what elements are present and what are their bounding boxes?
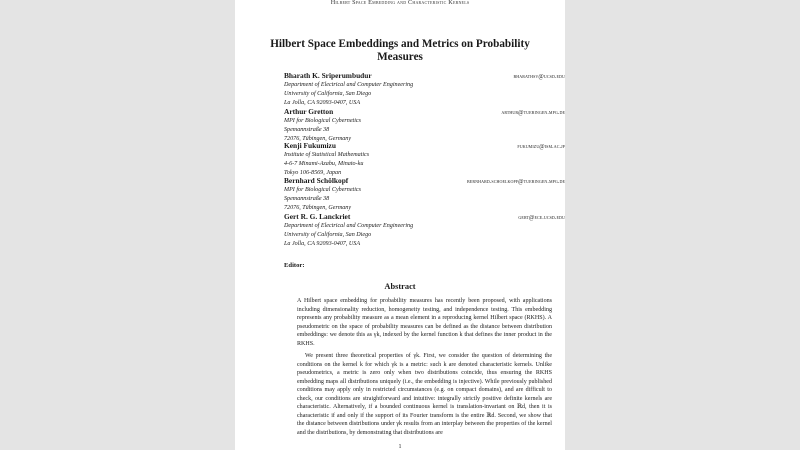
abstract-paragraph: A Hilbert space embedding for probability measures has recently been proposed, with applications including dimensionality reduction, homogeneity testing, and independence testing. This embedding represents any probability measure as a mean element in a reproducing kernel Hilbert space (RKHS). A pseudometric on the space of probability measures can be defined as the distance between distribution embeddings: we denote this as γk, indexed by the kernel function k that defines the inner product in the RKHS.: [297, 298, 552, 347]
author-block: [284, 177, 565, 212]
abstract-body: [297, 297, 552, 438]
author-name: Gert R. G. Lanckriet: [284, 212, 351, 221]
affiliation-line: 4-6-7 Minami-Azabu, Minato-ku: [284, 160, 364, 167]
author-email[interactable]: fukumizu@ism.ac.jp: [517, 144, 565, 150]
author-email[interactable]: bernhard.schoelkopf@tuebingen.mpg.de: [467, 179, 565, 185]
running-head: Hilbert Space Embedding and Characteristic Kernels: [330, 0, 470, 6]
author-block: [284, 142, 565, 177]
affiliation-line: Department of Electrical and Computer Engineering: [284, 82, 414, 88]
affiliation-line: Spemannstraße 38: [284, 195, 330, 202]
paper-page: [235, 0, 565, 450]
author-email[interactable]: arthur@tuebingen.mpg.de: [501, 110, 565, 116]
affiliation-line: 72076, Tübingen, Germany: [284, 135, 352, 142]
affiliation-line: 72076, Tübingen, Germany: [284, 204, 352, 211]
affiliation-line: La Jolla, CA 92093-0407, USA: [284, 99, 361, 106]
author-name: Bharath K. Sriperumbudur: [284, 71, 372, 80]
author-name: Arthur Gretton: [284, 107, 334, 116]
editor-label: Editor:: [284, 262, 305, 269]
affiliation-line: University of California, San Diego: [284, 231, 372, 238]
author-email[interactable]: gert@ece.ucsd.edu: [518, 215, 565, 221]
author-name: Kenji Fukumizu: [284, 141, 336, 150]
author-email[interactable]: bharathsv@ucsd.edu: [513, 74, 565, 80]
paper-title: Hilbert Space Embeddings and Metrics on Probability Measures: [270, 38, 530, 63]
affiliation-line: Department of Electrical and Computer Engineering: [284, 223, 414, 229]
author-block: [284, 108, 565, 143]
author-block: [284, 213, 565, 248]
affiliation-line: Spemannstraße 38: [284, 126, 330, 133]
abstract-paragraph: We present three theoretical properties of γk. First, we consider the question of determining the conditions on the kernel k for which γk is a metric: such k are denoted characteristic kernels. Unlike pseudometrics, a metric is zero only when two distributions coincide, thus ensuring the RKHS embedding maps all distributions uniquely (i.e., the embedding is injective). While previously published conditions may apply only in restricted circumstances (e.g. on compact domains), and are difficult to check, our conditions are straightforward and intuitive: integrally strictly positive definite kernels are characteristic. Alternatively, if a bounded continuous kernel is translation-invariant on ℝd, then it is characteristic if and only if the support of its Fourier transform is the entire ℝd. Second, we show that the distance between distributions under γk results from an interplay between the properties of the kernel and the distributions, by demonstrating that distributions are: [297, 353, 552, 436]
affiliation-line: MPI for Biological Cybernetics: [284, 118, 362, 124]
affiliation-line: MPI for Biological Cybernetics: [284, 187, 362, 193]
affiliation-line: Institute of Statistical Mathematics: [284, 152, 370, 158]
page-number: 1: [398, 444, 402, 450]
affiliation-line: University of California, San Diego: [284, 90, 372, 97]
author-block: [284, 72, 565, 107]
author-name: Bernhard Schölkopf: [284, 176, 349, 185]
abstract-heading: Abstract: [384, 282, 416, 291]
affiliation-line: La Jolla, CA 92093-0407, USA: [284, 240, 361, 247]
affiliation-line: Tokyo 106-8569, Japan: [284, 169, 342, 176]
